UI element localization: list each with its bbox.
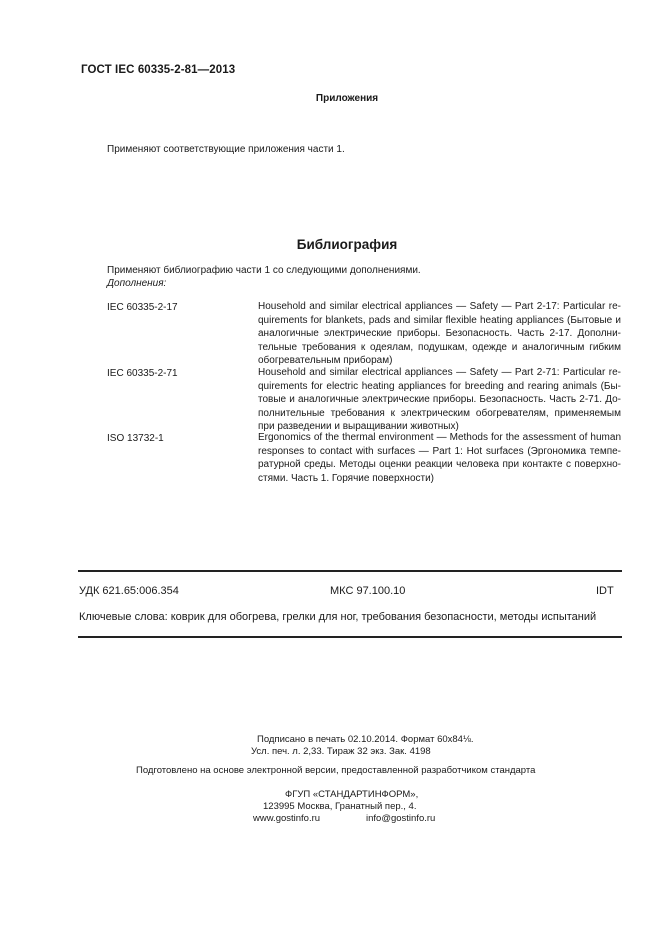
publisher-website[interactable]: www.gostinfo.ru: [253, 813, 321, 824]
reference-code: ISO 13732-1: [107, 433, 164, 444]
divider-top: [78, 570, 622, 572]
reference-line: Household and similar electrical appliances — Safety — Part 2-71: Particular re-: [258, 367, 621, 378]
reference-code: IEC 60335-2-71: [107, 368, 178, 379]
reference-description: [258, 366, 621, 434]
reference-code: IEC 60335-2-17: [107, 302, 178, 313]
reference-line: Household and similar electrical appliances — Safety — Part 2-17: Particular re-: [258, 301, 621, 312]
publisher-name: ФГУП «СТАНДАРТИНФОРМ»,: [285, 789, 419, 800]
document-code: ГОСТ IEC 60335-2-81—2013: [81, 64, 236, 76]
bibliography-intro: Применяют библиографию части 1 со следующими дополнениями.: [107, 265, 421, 276]
reference-line: ратурной среды. Методы оценки реакции человека при контакте с поверхно-: [258, 459, 621, 470]
reference-line: responses to contact with surfaces — Part 1: Hot surfaces (Эргономика темпе-: [258, 445, 621, 457]
reference-line: стями. Часть 1. Горячие поверхности): [258, 472, 435, 484]
reference-line: полнительные требования к электрическим обогревателям, применяемым: [258, 407, 621, 419]
signed-for-print: Подписано в печать 02.10.2014. Формат 60x84⅛.: [257, 734, 474, 745]
reference-description: [258, 300, 621, 368]
reference-line: quirements for electric heating appliances for breeding and rearing animals (Бы-: [258, 380, 621, 392]
divider-bottom: [78, 636, 622, 638]
reference-line: Ergonomics of the thermal environment — Methods for the assessment of human: [258, 432, 621, 443]
idt-marker: IDT: [596, 585, 614, 597]
reference-line: тельные требования к одеялам, подушкам, одежде и аналогичным гибким: [258, 341, 621, 353]
mks-code: МКС 97.100.10: [330, 585, 406, 597]
print-details: Усл. печ. л. 2,33. Тираж 32 экз. Зак. 4198: [251, 746, 431, 757]
supplements-label: Дополнения:: [107, 278, 167, 289]
reference-line: товые и аналогичные электрические приборы. Безопасность. Часть 2-71. До-: [258, 394, 621, 405]
udk-code: УДК 621.65:006.354: [79, 585, 179, 597]
reference-line: обогревательным приборам): [258, 355, 393, 366]
prepared-note: Подготовлено на основе электронной версии, предоставленной разработчиком стандарта: [136, 765, 536, 776]
annex-heading: Приложения: [315, 93, 379, 104]
reference-description: [258, 431, 621, 485]
annex-text: Применяют соответствующие приложения части 1.: [107, 144, 345, 155]
reference-line: quirements for blankets, pads and similar flexible heating appliances (Бытовые и: [258, 314, 621, 326]
publisher-address: 123995 Москва, Гранатный пер., 4.: [263, 801, 417, 812]
reference-line: аналогичные электрические приборы. Безопасность. Часть 2-17. Дополни-: [258, 328, 621, 339]
bibliography-heading: Библиография: [296, 237, 398, 252]
reference-line: при разведении и выращивании животных): [258, 421, 459, 432]
keywords: Ключевые слова: коврик для обогрева, грелки для ног, требования безопасности, методы испытаний: [79, 611, 597, 623]
publisher-email[interactable]: info@gostinfo.ru: [366, 813, 436, 824]
